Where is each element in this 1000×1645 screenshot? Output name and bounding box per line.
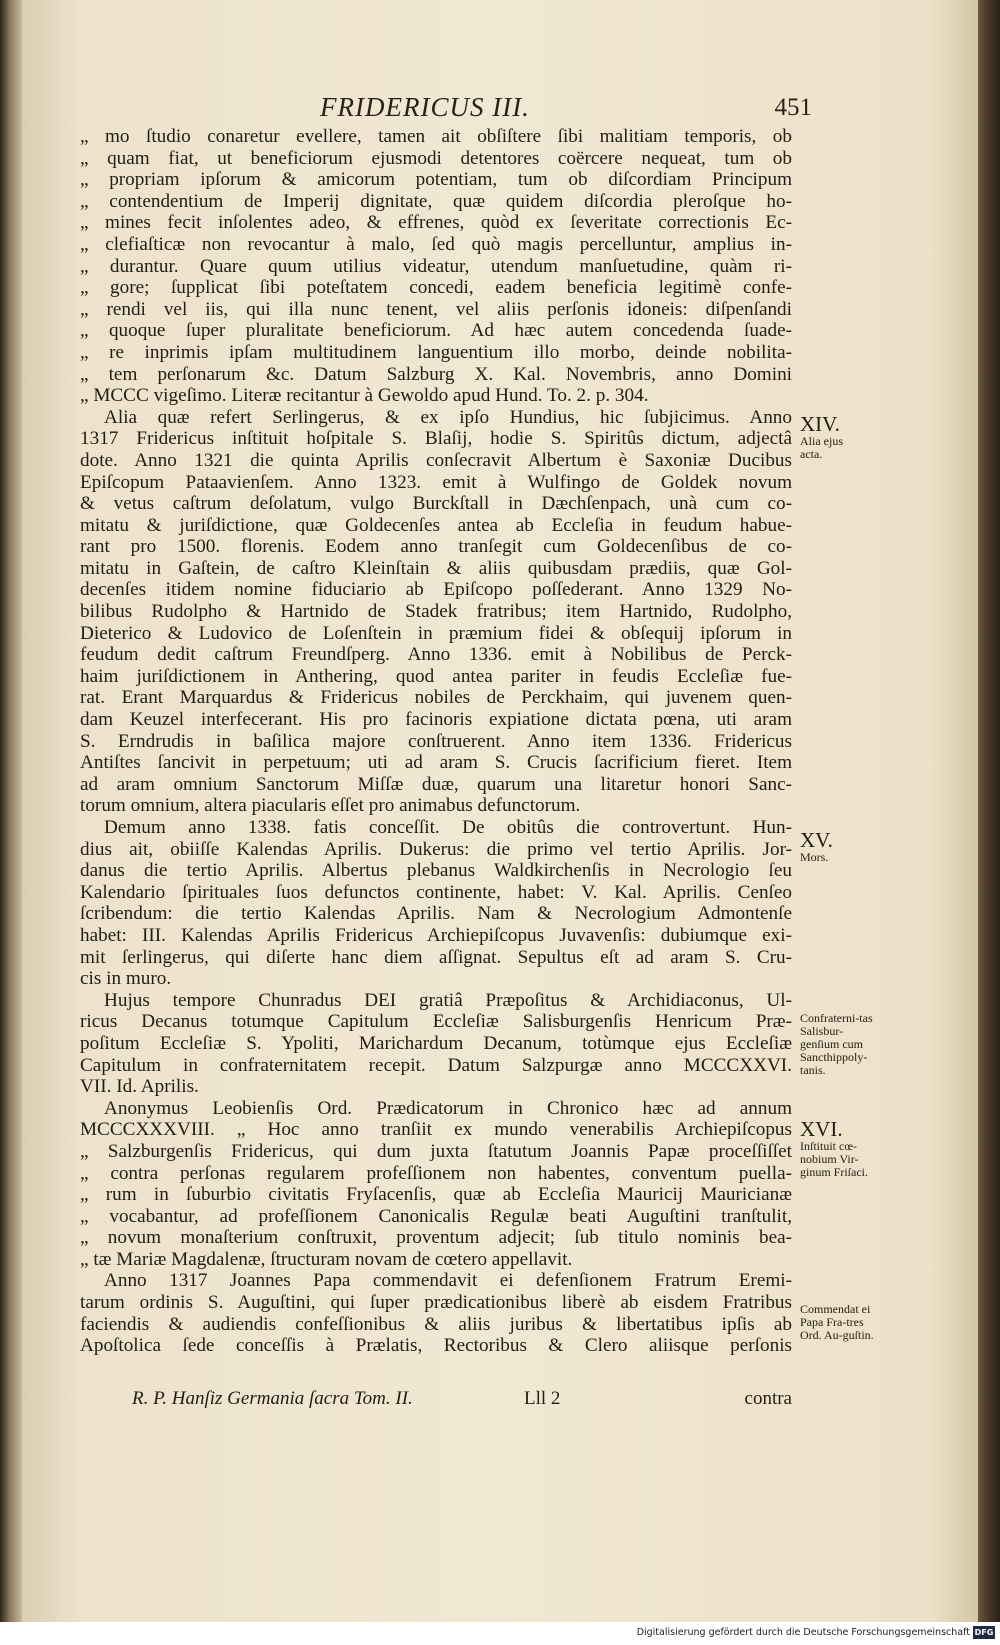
text-line: mitatu in Gaſtein, de caſtro Kleinſtain & aliis quibusdam prædiis, quæ Gol- — [80, 557, 792, 579]
text-line: ad aram omnium Sanctorum Miſſæ duæ, quarum una litaretur honori Sanc- — [80, 773, 792, 795]
text-line: „ tæ Mariæ Magdalenæ, ſtructuram novam de cœtero appellavit. — [80, 1248, 573, 1270]
page-edge — [978, 0, 1000, 1622]
margin-note-commendat — [800, 1303, 890, 1342]
text-line: „ quoque ſuper pluralitate beneficiorum. Ad hæc autem concedenda ſuade- — [80, 320, 792, 342]
text-line: 1317 Fridericus inſtituit hoſpitale S. Blaſij, hodie S. Spiritûs dictum, adjectâ — [80, 428, 792, 450]
text-line: S. Erndrudis in baſilica majore conſtruerent. Anno item 1336. Fridericus — [80, 730, 792, 752]
text-line: rat. Erant Marquardus & Fridericus nobiles de Perckhaim, qui juvenem quen- — [80, 687, 792, 709]
text-line: dote. Anno 1321 die quinta Aprilis conſecravit Albertum è Saxoniæ Ducibus — [80, 449, 792, 471]
margin-note-confraternitas — [800, 1012, 890, 1077]
text-line: Kalendario ſpirituales ſuos defunctos continente, habet: V. Kal. Aprilis. Cenſeo — [80, 881, 792, 903]
text-line: decenſes itidem nomine fiduciario ab Epiſcopo poſſederant. Anno 1329 No- — [80, 579, 792, 601]
text-line: danus die tertio Aprilis. Albertus plebanus Waldkirchenſis in Necrologio ſeu — [80, 860, 792, 882]
text-line: cis in muro. — [80, 968, 172, 990]
running-header — [320, 92, 810, 126]
text-line: „ gore; ſupplicat ſibi poteſtatem concedi, eadem beneficia legitimè confe- — [80, 277, 792, 299]
text-line: rant pro 1500. florenis. Eodem anno tranſegit cum Goldecenſibus de co- — [80, 536, 792, 558]
text-line: Capitulum in confraternitatem recepit. Datum Salzpurgæ anno MCCCXXVI. — [80, 1054, 792, 1076]
text-line: „ Salzburgenſis Fridericus, qui dum juxta ſtatutum Joannis Papæ proceſſiſſet — [80, 1140, 792, 1162]
text-line: „ rendi vel iis, qui illa nunc tenent, vel aliis perſonis idoneis: diſpenſandi — [80, 298, 792, 320]
text-line: Demum anno 1338. fatis conceſſit. De obitûs die controvertunt. Hun- — [104, 817, 792, 838]
text-line: „ mo ſtudio conaretur evellere, tamen ait obſiſtere ſibi malitiam temporis, ob — [80, 126, 792, 147]
text-line: „ re inprimis ipſam multitudinem languentium illo morbo, deinde nobilita- — [80, 341, 792, 363]
text-line: MCCCXXXVIII. „ Hoc anno tranſiit ex mundo venerabilis Archiepiſcopus — [80, 1119, 792, 1141]
text-line: tarum ordinis S. Auguſtini, qui ſuper prædicationibus liberè ab eisdem Fratribus — [80, 1292, 792, 1314]
text-line: poſitum Eccleſiæ S. Ypoliti, Marichardum Decanum, totùmque ejus Eccleſiæ — [80, 1032, 792, 1054]
text-line: VII. Id. Aprilis. — [80, 1076, 199, 1098]
margin-note-xvi — [800, 1118, 890, 1179]
text-line: „ durantur. Quare quum utilius videatur, utendum manſuetudine, quàm ri- — [80, 255, 792, 277]
text-line: habet: III. Kalendas Aprilis Fridericus Archiepiſcopus Juvavenſis: dubiumque exi- — [80, 924, 792, 946]
page-title: FRIDERICUS III. — [320, 92, 530, 122]
dfg-logo: DFG — [974, 1628, 994, 1637]
text-line: „ novum monaſterium conſtruxit, proventum adjecit; ſub titulo nominis bea- — [80, 1227, 792, 1249]
digitization-bar — [0, 1622, 1000, 1645]
section-number: XVI. — [800, 1117, 843, 1141]
text-line: torum omnium, altera piacularis eſſet pro animabus defunctorum. — [80, 795, 581, 817]
text-line: ſcribendum: die tertio Kalendas Aprilis. Nam & Necrologium Admontenſe — [80, 903, 792, 925]
text-line: „ quam fiat, ut beneficiorum ejusmodi detentores coërcere nequeat, tum ob — [80, 147, 792, 169]
page-footer — [112, 1388, 792, 1412]
text-line: Apoſtolica ſede conceſſis à Prælatis, Rectoribus & Clero aliisque perſonis — [80, 1335, 792, 1357]
text-line: Dieterico & Ludovico de Loſenſtein in præmium fidei & obſequij ipſorum in — [80, 622, 792, 644]
catchword: contra — [744, 1388, 792, 1409]
margin-note-xiv — [800, 413, 890, 461]
text-line: „ contendentium de Imperij dignitate, quæ quidem diſcordia pleroſque ho- — [80, 190, 792, 212]
text-line: dius ait, obiiſſe Kalendas Aprilis. Dukerus: die primo vel tertio Aprilis. Jor- — [80, 838, 792, 860]
section-number: XV. — [800, 828, 833, 852]
text-line: „ MCCC vigeſimo. Literæ recitantur à Gewoldo apud Hund. To. 2. p. 304. — [80, 385, 649, 407]
text-line: „ rum in ſuburbio civitatis Fryſacenſis, quæ ab Eccleſia Mauricij Mauricianæ — [80, 1184, 792, 1206]
text-line: mitatu & juriſdictione, quæ Goldecenſes antea ab Eccleſia in feudum habue- — [80, 514, 792, 536]
text-line: „ vocabantur, ad profeſſionem Canonicalis Regulæ beati Auguſtini tranſtulit, — [80, 1205, 792, 1227]
text-line: Anonymus Leobienſis Ord. Prædicatorum in Chronico hæc ad annum — [104, 1097, 792, 1119]
text-line: Hujus tempore Chunradus DEI gratiâ Præpoſitus & Archidiaconus, Ul- — [104, 989, 792, 1011]
signature-mark: Lll 2 — [524, 1388, 561, 1409]
margin-note-text: Alia ejus acta. — [800, 434, 843, 461]
margin-note-text: Confraterni-tas Salisbur-genſium cum Sancthippoly-tanis. — [800, 1011, 873, 1077]
text-line: ricus Decanus totumque Capitulum Eccleſiæ Salisburgenſis Henricum Præ- — [80, 1011, 792, 1033]
text-line: mit ſerlingerus, qui diſerte hanc diem aſſignat. Sepultus eſt ad aram S. Cru- — [80, 946, 792, 968]
margin-note-text: Mors. — [800, 850, 829, 864]
text-line: & vetus caſtrum deſolatum, vulgo Burckſtall in Dæchſenpach, unà cum co- — [80, 493, 792, 515]
page-number: 451 — [774, 94, 812, 121]
text-line: bilibus Rudolpho & Hartnido de Stadek fratribus; item Hartnido, Rudolpho, — [80, 601, 792, 623]
text-line: haim juriſdictionem in Anthering, quod antea pariter in feudis Eccleſiæ fue- — [80, 665, 792, 687]
section-number: XIV. — [800, 412, 840, 436]
text-line: Antiſtes ſancivit in perpetuum; uti ad aram S. Crucis ſacrificium fieret. Item — [80, 752, 792, 774]
footer-author: R. P. Hanſiz Germania ſacra Tom. II. — [132, 1388, 413, 1409]
text-line: „ propriam ipſorum & amicorum potentiam, tum ob diſcordiam Principum — [80, 169, 792, 191]
margin-note-text: Commendat ei Papa Fra-tres Ord. Au-guſtin. — [800, 1302, 874, 1342]
text-line: „ tem perſonarum &c. Datum Salzburg X. Kal. Novembris, anno Domini — [80, 363, 792, 385]
text-line: dam Keuzel interfecerant. His pro facinoris expiatione dictata pœna, uti aram — [80, 709, 792, 731]
text-line: „ clefiaſticæ non revocantur à malo, ſed quò magis percelluntur, amplius in- — [80, 233, 792, 255]
text-line: Alia quæ refert Serlingerus, & ex ipſo Hundius, hic ſubjicimus. Anno — [104, 406, 792, 428]
book-gutter — [0, 0, 22, 1645]
text-line: „ contra perſonas regularem profeſſionem non habentes, conventum puella- — [80, 1162, 792, 1184]
text-line: Epiſcopum Pataavienſem. Anno 1323. emit à Wulfingo de Goldek novum — [80, 471, 792, 493]
margin-note-text: Inſtituit cœ-nobium Vir-ginum Friſaci. — [800, 1139, 868, 1179]
text-line: feudum dedit caſtrum Freundſperg. Anno 1336. emit à Nobilibus de Perck- — [80, 644, 792, 666]
text-line: faciendis & audiendis confeſſionibus & aliis juribus & libertatibus ipſis ab — [80, 1313, 792, 1335]
text-line: Anno 1317 Joannes Papa commendavit ei defenſionem Fratrum Eremi- — [104, 1270, 792, 1292]
main-text — [80, 126, 792, 1357]
credit-text: Digitalisierung gefördert durch die Deutsche Forschungsgemeinschaft — [636, 1627, 970, 1638]
text-line: „ mines fecit inſolentes adeo, & effrenes, quòd ex ſeveritate correctionis Ec- — [80, 212, 792, 234]
margin-note-xv — [800, 829, 890, 864]
